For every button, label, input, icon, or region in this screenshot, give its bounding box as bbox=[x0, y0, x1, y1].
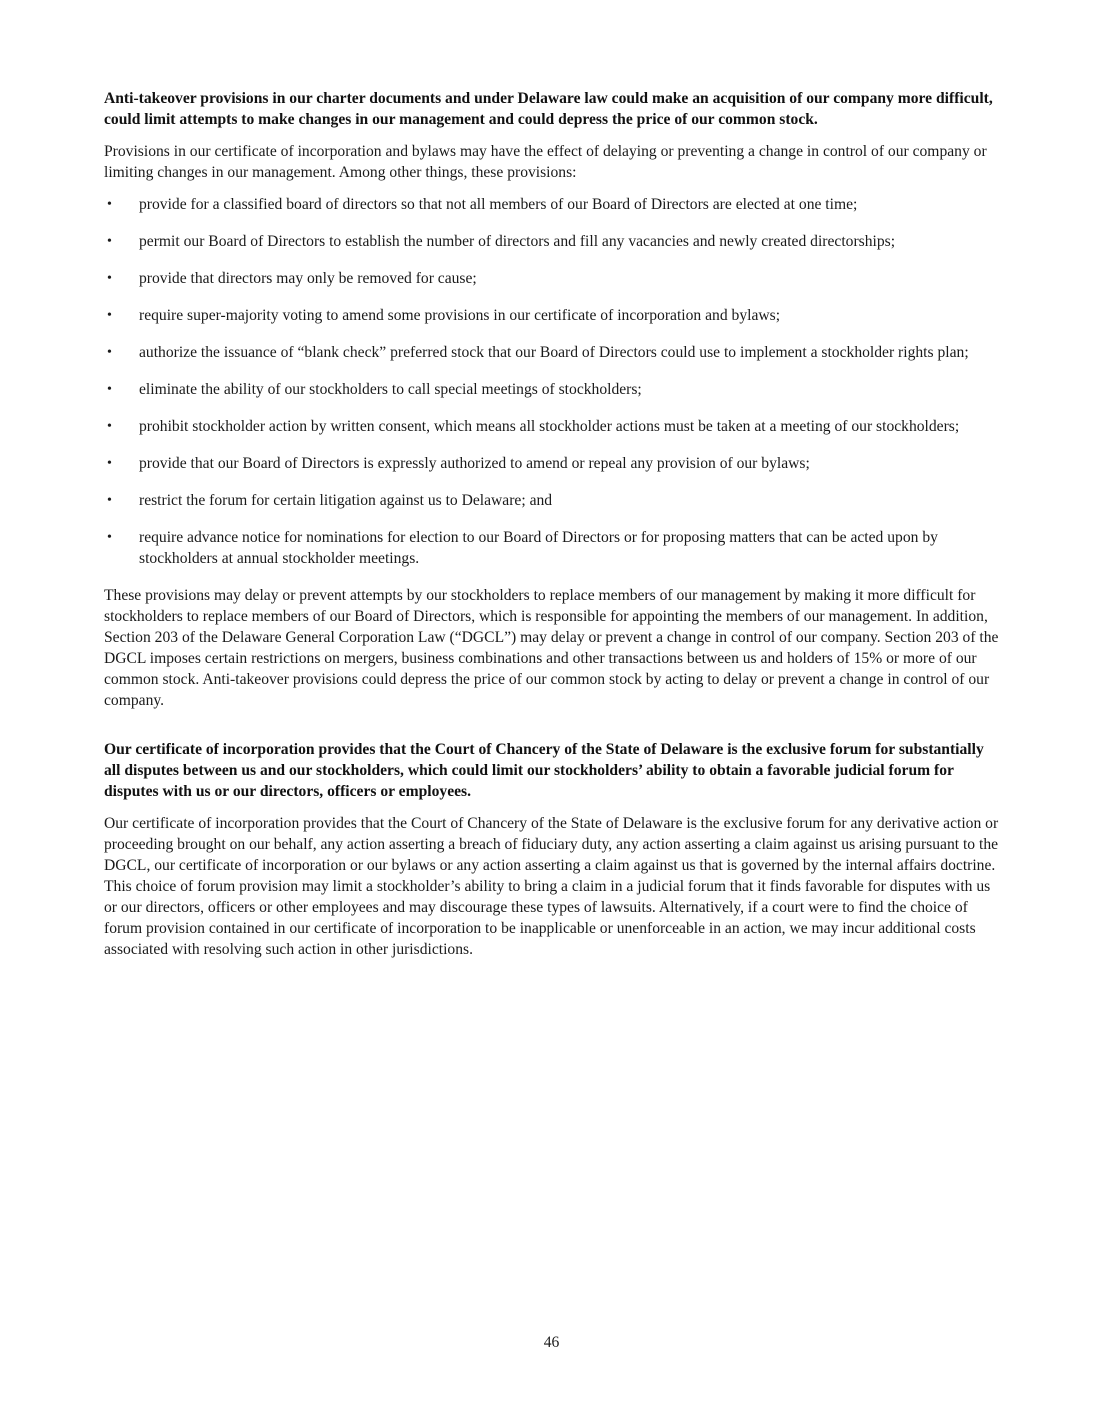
list-item bbox=[104, 453, 1004, 474]
page-number: 46 bbox=[543, 1334, 560, 1351]
list-item-text: require advance notice for nominations for election to our Board of Directors or for proposing matters that can be acted upon by stockholders at annual stockholder meetings. bbox=[139, 529, 938, 567]
list-item-text: restrict the forum for certain litigation against us to Delaware; and bbox=[139, 492, 553, 509]
list-item bbox=[104, 305, 1004, 326]
bullet-icon: • bbox=[107, 530, 112, 545]
bullet-icon: • bbox=[107, 271, 112, 286]
bullet-icon: • bbox=[107, 419, 112, 434]
list-item-text: provide that our Board of Directors is expressly authorized to amend or repeal any provision of our bylaws; bbox=[139, 455, 810, 472]
section-body-paragraph: Our certificate of incorporation provides that the Court of Chancery of the State of Delaware is the exclusive forum for any derivative action or proceeding brought on our behalf, any action asserting a breach of fiduciary duty, any action asserting a claim against us arising pursuant to the DGCL, our certificate of incorporation or our bylaws or any action asserting a claim against us that is governed by the internal affairs doctrine. This choice of forum provision may limit a stockholder’s ability to bring a claim in a judicial forum that it finds favorable for disputes with us or our directors, officers or other employees and may discourage these types of lawsuits. Alternatively, if a court were to find the choice of forum provision contained in our certificate of incorporation to be inapplicable or unenforceable in an action, we may incur additional costs associated with resolving such action in other jurisdictions. bbox=[104, 815, 999, 958]
list-item bbox=[104, 194, 1004, 215]
list-item-text: provide for a classified board of directors so that not all members of our Board of Directors are elected at one time; bbox=[139, 196, 858, 213]
list-item bbox=[104, 490, 1004, 511]
bullet-icon: • bbox=[107, 345, 112, 360]
list-item-text: prohibit stockholder action by written consent, which means all stockholder actions must be taken at a meeting of our stockholders; bbox=[139, 418, 960, 435]
bullet-icon: • bbox=[107, 197, 112, 212]
list-item-text: require super-majority voting to amend some provisions in our certificate of incorporation and bylaws; bbox=[139, 307, 781, 324]
section-closing-paragraph: These provisions may delay or prevent attempts by our stockholders to replace members of our management by making it more difficult for stockholders to replace members of our Board of Directors, which is responsible for appointing the members of our management. In addition, Section 203 of the Delaware General Corporation Law (“DGCL”) may delay or prevent a change in control of our company. Section 203 of the DGCL imposes certain restrictions on mergers, business combinations and other transactions between us and holders of 15% or more of our common stock. Anti-takeover provisions could depress the price of our common stock by acting to delay or prevent a change in control of our company. bbox=[104, 587, 999, 709]
bullet-icon: • bbox=[107, 308, 112, 323]
list-item-text: eliminate the ability of our stockholders to call special meetings of stockholders; bbox=[139, 381, 642, 398]
section-intro-paragraph: Provisions in our certificate of incorporation and bylaws may have the effect of delaying or preventing a change in control of our company or limiting changes in our management. Among other things, these provisions: bbox=[104, 143, 987, 181]
list-item bbox=[104, 342, 1004, 363]
list-item bbox=[104, 416, 1004, 437]
list-item-text: permit our Board of Directors to establish the number of directors and fill any vacancies and newly created directorships; bbox=[139, 233, 896, 250]
bullet-icon: • bbox=[107, 382, 112, 397]
list-item bbox=[104, 231, 1004, 252]
section-heading-exclusive-forum: Our certificate of incorporation provides that the Court of Chancery of the State of Delaware is the exclusive forum for substantially all disputes between us and our stockholders, which could limit our stockholders’ ability to obtain a favorable judicial forum for disputes with us or our directors, officers or employees. bbox=[104, 741, 984, 800]
list-item-text: provide that directors may only be removed for cause; bbox=[139, 270, 477, 287]
provisions-bullet-list bbox=[104, 194, 1004, 569]
section-heading-anti-takeover: Anti-takeover provisions in our charter documents and under Delaware law could make an acquisition of our company more difficult, could limit attempts to make changes in our management and could depress the price of our common stock. bbox=[104, 90, 993, 128]
list-item-text: authorize the issuance of “blank check” preferred stock that our Board of Directors could use to implement a stockholder rights plan; bbox=[139, 344, 969, 361]
list-item bbox=[104, 379, 1004, 400]
bullet-icon: • bbox=[107, 493, 112, 508]
list-item bbox=[104, 527, 1004, 569]
document-page bbox=[104, 88, 1004, 971]
bullet-icon: • bbox=[107, 456, 112, 471]
list-item bbox=[104, 268, 1004, 289]
bullet-icon: • bbox=[107, 234, 112, 249]
